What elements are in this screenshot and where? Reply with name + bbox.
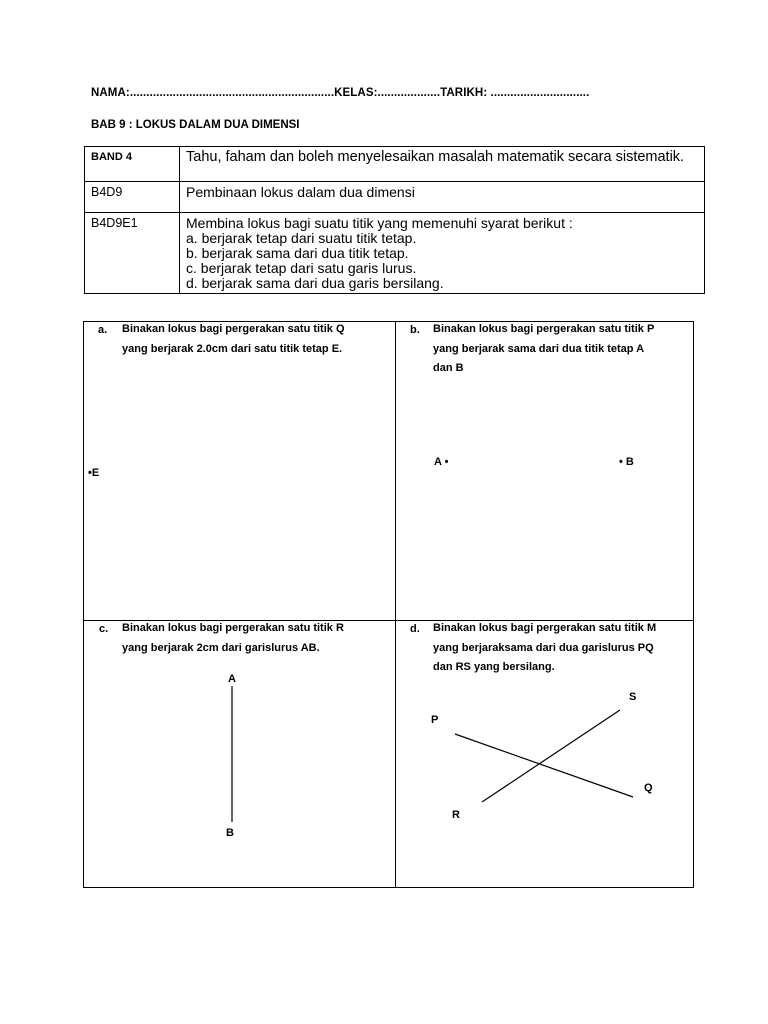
question-a-line: Binakan lokus bagi pergerakan satu titik Q (122, 323, 345, 335)
line-rs-label-s: S (629, 691, 637, 703)
criteria-intro: Membina lokus bagi suatu titik yang memenuhi syarat berikut : (186, 215, 573, 231)
line-pq-label-p: P (431, 714, 439, 726)
evidence-code: B4D9E1 (85, 213, 180, 294)
line-pq (455, 734, 633, 797)
question-b-letter: b. (410, 324, 420, 336)
point-a-label: A • (434, 456, 449, 468)
question-d-line: dan RS yang bersilang. (433, 661, 555, 673)
question-a-line: yang berjarak 2.0cm dari satu titik tetap E. (122, 342, 343, 355)
chapter-title: BAB 9 : LOKUS DALAM DUA DIMENSI (91, 119, 300, 131)
question-c-line: Binakan lokus bagi pergerakan satu titik R (122, 622, 344, 634)
descriptor-code: B4D9 (85, 182, 180, 213)
question-d-letter: d. (410, 623, 420, 635)
criteria-d: d. berjarak sama dari dua garis bersilang. (186, 275, 444, 291)
question-b-line: yang berjarak sama dari dua titik tetap A (433, 342, 645, 355)
criteria-c: c. berjarak tetap dari satu garis lurus. (186, 260, 417, 276)
line-rs (482, 710, 620, 802)
point-b-label: • B (619, 456, 634, 468)
question-c-letter: c. (99, 623, 109, 635)
band-description: Tahu, faham dan boleh menyelesaikan masalah matematik secara sistematik. (180, 147, 705, 182)
criteria-a: a. berjarak tetap dari suatu titik tetap. (186, 230, 417, 246)
band-code: BAND 4 (85, 147, 180, 182)
question-a-letter: a. (98, 324, 108, 336)
line-pq-label-q: Q (644, 782, 653, 794)
line-ab-label-a: A (228, 673, 236, 685)
line-ab-label-b: B (226, 827, 234, 839)
descriptor-text: Pembinaan lokus dalam dua dimensi (180, 182, 705, 213)
question-c-line: yang berjarak 2cm dari garislurus AB. (122, 641, 320, 654)
name-class-date-line: NAMA:..............................................................KELAS:...................TARIKH: .............................. (91, 87, 590, 99)
point-e-label: •E (88, 467, 100, 479)
question-b-line: Binakan lokus bagi pergerakan satu titik P (433, 323, 655, 335)
question-d-line: yang berjaraksama dari dua garislurus PQ (433, 641, 654, 654)
criteria-b: b. berjarak sama dari dua titik tetap. (186, 245, 409, 261)
line-rs-label-r: R (452, 809, 460, 821)
question-d-line: Binakan lokus bagi pergerakan satu titik M (433, 622, 657, 634)
question-b-line: dan B (433, 362, 464, 374)
